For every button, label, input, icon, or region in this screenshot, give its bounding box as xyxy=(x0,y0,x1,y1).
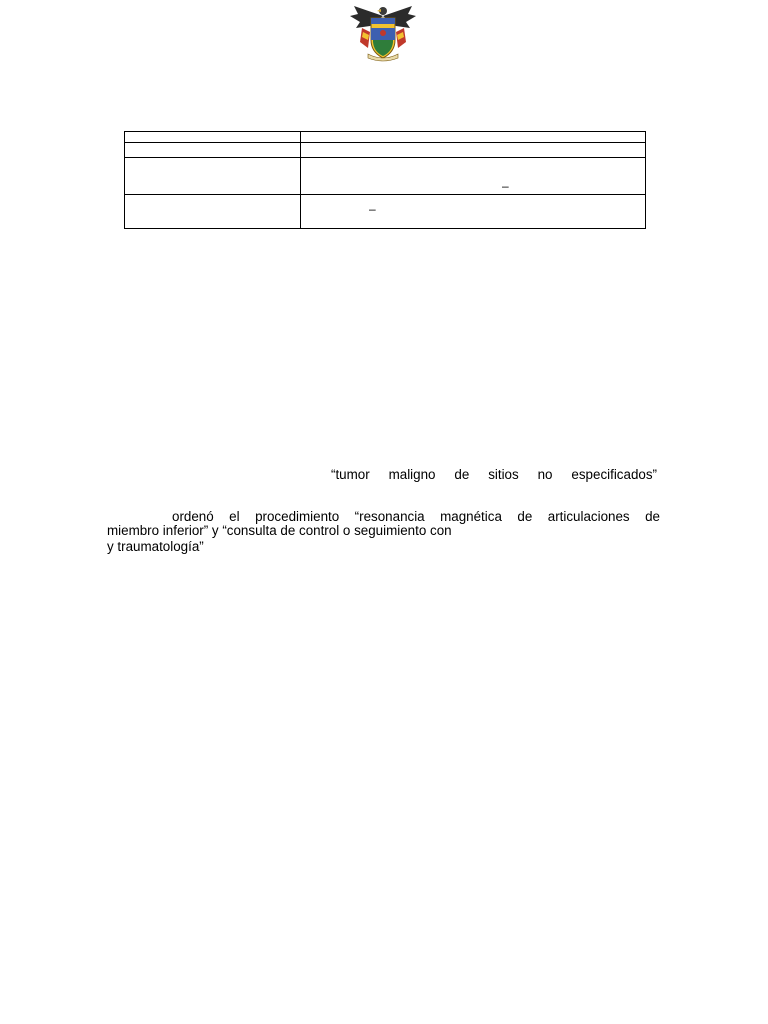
table-cell xyxy=(125,143,301,158)
table-cell xyxy=(125,158,301,195)
coat-of-arms-icon xyxy=(348,2,418,64)
procedure-paragraph-line: miembro inferior” y “consulta de control o seguimiento con xyxy=(107,523,452,538)
court-seal xyxy=(348,2,418,64)
table-row xyxy=(125,132,646,143)
table-row xyxy=(125,195,646,229)
dash-mark: – xyxy=(502,179,509,193)
case-info-table xyxy=(124,131,646,229)
table-cell xyxy=(301,195,646,229)
diagnosis-quote: “tumor maligno de sitios no especificados” xyxy=(331,467,657,482)
table-row xyxy=(125,143,646,158)
procedure-paragraph-line: ordenó el procedimiento “resonancia magnética de articulaciones de xyxy=(172,509,660,524)
table-cell xyxy=(125,132,301,143)
table-row xyxy=(125,158,646,195)
table-cell xyxy=(301,132,646,143)
table-cell xyxy=(301,143,646,158)
dash-mark: – xyxy=(369,202,376,216)
table-cell xyxy=(125,195,301,229)
table-cell xyxy=(301,158,646,195)
procedure-paragraph-line: y traumatología” xyxy=(107,539,204,554)
